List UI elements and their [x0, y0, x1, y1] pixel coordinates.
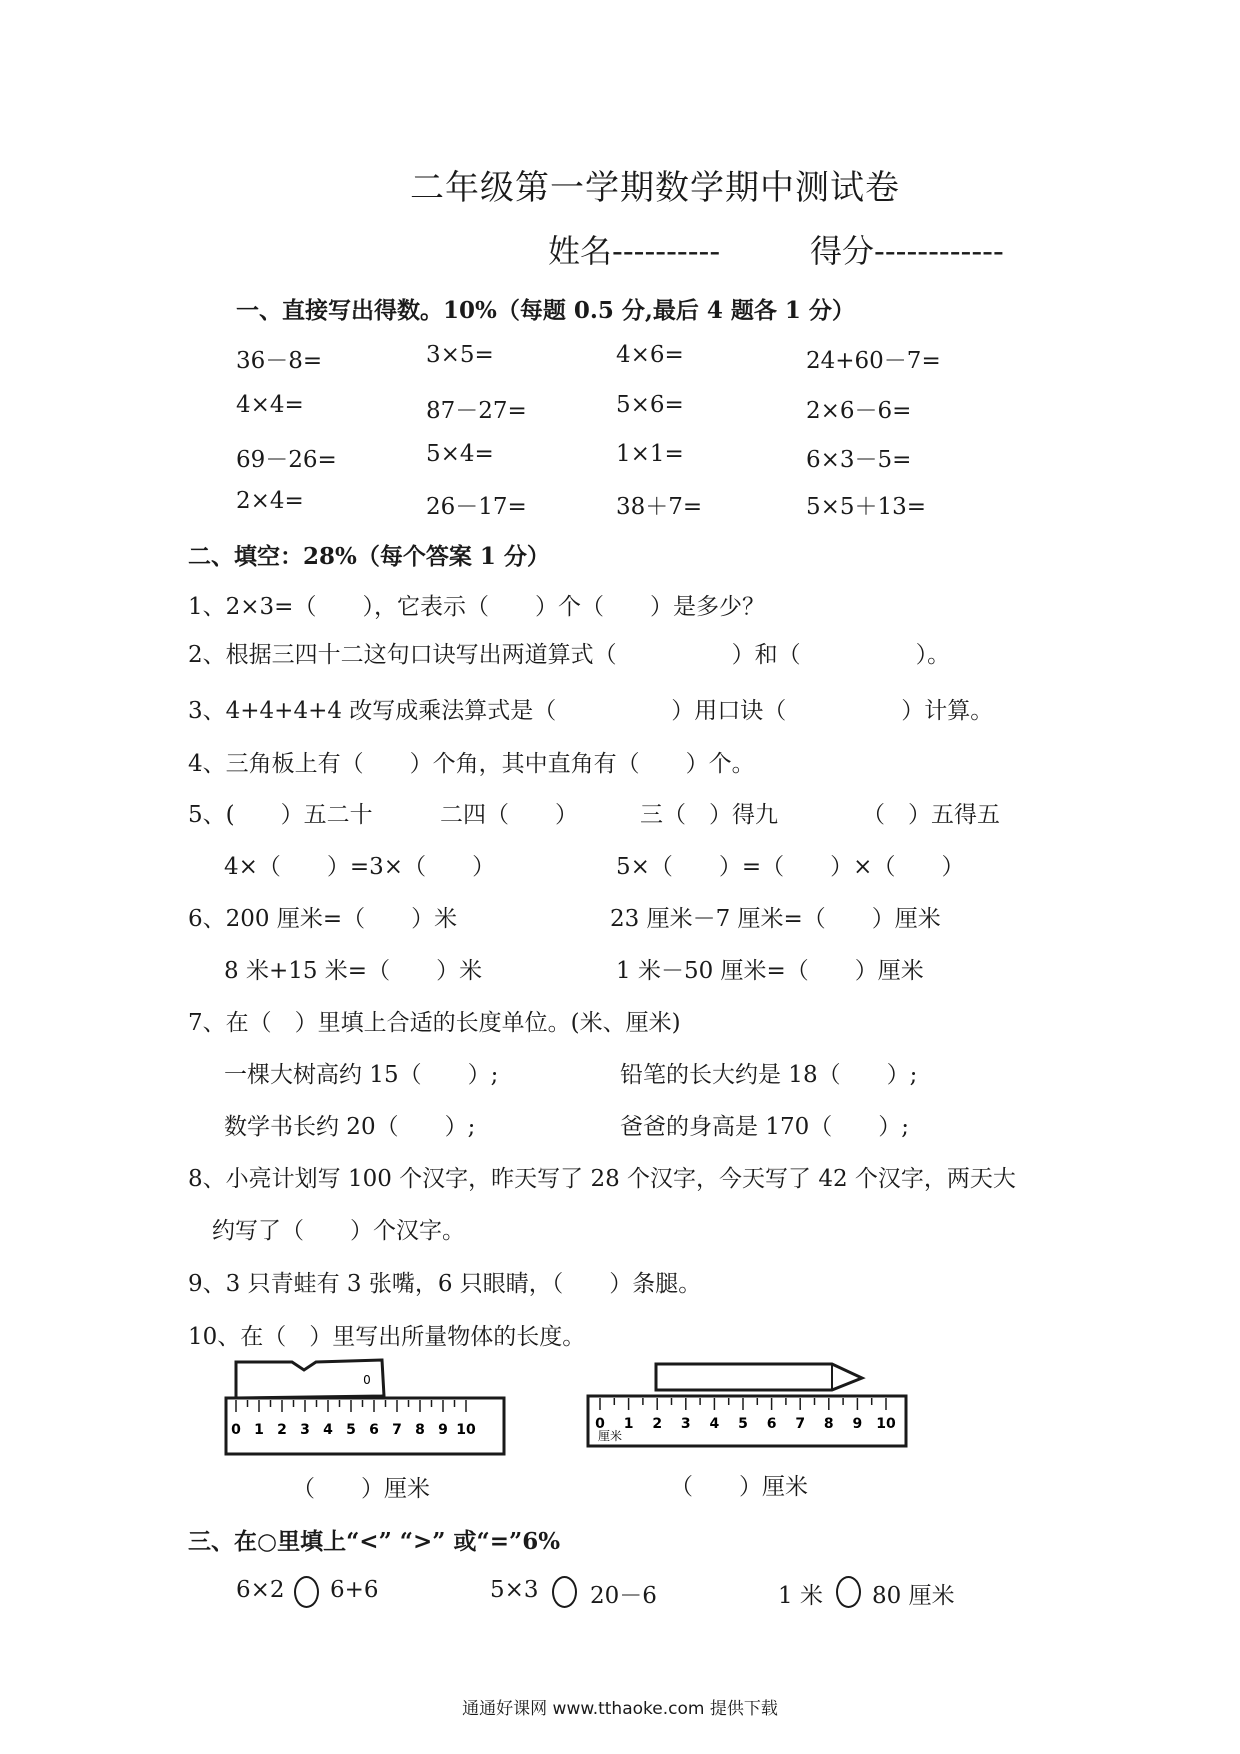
ruler-tick-label: 10	[456, 1422, 476, 1438]
compare-right: 6+6	[330, 1577, 379, 1603]
compare-left: 1 米	[778, 1583, 823, 1609]
question-10: 10、在（ ）里写出所量物体的长度。	[188, 1324, 586, 1350]
ruler-tick-label: 6	[369, 1422, 379, 1438]
section3-heading: 三、在○里填上“<” “>” 或“=”6%	[188, 1528, 561, 1555]
question-5e: 4×（ ）=3×（ ）	[224, 854, 496, 880]
compare-circle[interactable]	[294, 1576, 319, 1608]
question-3: 3、4+4+4+4 改写成乘法算式是（ ）用口诀（ ）计算。	[188, 698, 994, 724]
ruler-tick-label: 8	[415, 1422, 425, 1438]
question-5d: （ ）五得五	[862, 802, 1000, 828]
calc-item: 4×6=	[616, 342, 684, 368]
calc-item: 1×1=	[616, 441, 684, 467]
ruler-tick-label: 6	[766, 1416, 777, 1432]
compare-right: 80 厘米	[872, 1583, 955, 1609]
question-8-line1: 8、小亮计划写 100 个汉字，昨天写了 28 个汉字，今天写了 42 个汉字，两天大	[188, 1166, 1016, 1192]
calc-item: 24+60－7=	[806, 348, 941, 374]
question-5c: 三（ ）得九	[640, 802, 778, 828]
calc-item: 69－26=	[236, 447, 337, 473]
question-7c: 数学书长约 20（ ）;	[224, 1114, 476, 1140]
ruler-tick-label: 9	[852, 1416, 863, 1432]
ruler-tick-label: 4	[323, 1422, 333, 1438]
compare-circle[interactable]	[836, 1576, 861, 1608]
section1-heading: 一、直接写出得数。10%（每题 0.5 分,最后 4 题各 1 分）	[236, 297, 855, 324]
calc-item: 6×3－5=	[806, 447, 912, 473]
calc-item: 2×6－6=	[806, 398, 912, 424]
calc-item: 4×4=	[236, 392, 304, 418]
name-field-label: 姓名----------	[548, 232, 721, 270]
calc-item: 5×6=	[616, 392, 684, 418]
question-6c: 8 米+15 米=（ ）米	[224, 958, 483, 984]
question-5b: 二四（ ）	[440, 802, 578, 828]
ruler-tick-label: 2	[652, 1416, 663, 1432]
calc-item: 36－8=	[236, 348, 323, 374]
footer-credit: 通通好课网 www.tthaoke.com 提供下载	[462, 1699, 778, 1719]
section2-heading: 二、填空：28%（每个答案 1 分）	[188, 543, 550, 570]
ruler-tick-label: 7	[795, 1416, 806, 1432]
question-7a: 一棵大树高约 15（ ）;	[224, 1062, 499, 1088]
ruler-tick-label: 3	[680, 1416, 691, 1432]
ruler-1-answer: （ ）厘米	[292, 1476, 430, 1502]
compare-right: 20－6	[590, 1583, 657, 1609]
calc-item: 38＋7=	[616, 494, 703, 520]
question-6a: 6、200 厘米=（ ）米	[188, 906, 458, 932]
question-7b: 铅笔的长大约是 18（ ）;	[620, 1062, 918, 1088]
compare-left: 5×3	[490, 1577, 539, 1603]
object-mark: 0	[363, 1373, 371, 1387]
ruler-tick-label: 7	[392, 1422, 402, 1438]
ruler-tick-label: 5	[738, 1416, 748, 1432]
question-4: 4、三角板上有（ ）个角，其中直角有（ ）个。	[188, 751, 755, 777]
score-field-label: 得分------------	[810, 232, 1004, 270]
compare-circle[interactable]	[552, 1576, 577, 1608]
ruler-tick-label: 10	[876, 1416, 896, 1432]
question-6b: 23 厘米－7 厘米=（ ）厘米	[610, 906, 941, 932]
question-1: 1、2×3=（ ），它表示（ ）个（ ）是多少？	[188, 594, 765, 620]
question-9: 9、3 只青蛙有 3 张嘴，6 只眼睛，（ ）条腿。	[188, 1271, 702, 1297]
measured-object-eraser	[236, 1360, 384, 1398]
ruler-2-answer: （ ）厘米	[670, 1474, 808, 1500]
ruler-tick-label: 0	[595, 1416, 605, 1432]
question-7: 7、在（ ）里填上合适的长度单位。(米、厘米)	[188, 1010, 681, 1036]
calc-item: 26－17=	[426, 494, 527, 520]
ruler-tick-label: 9	[438, 1422, 448, 1438]
question-2: 2、根据三四十二这句口诀写出两道算式（ ）和（ ）。	[188, 642, 951, 668]
ruler-tick-label: 4	[709, 1416, 720, 1432]
ruler-tick-label: 1	[623, 1416, 634, 1432]
ruler-tick-label: 0	[231, 1422, 241, 1438]
calc-item: 87－27=	[426, 398, 527, 424]
ruler-unit-label: 厘米	[598, 1429, 623, 1443]
ruler-tick-label: 1	[254, 1422, 264, 1438]
ruler-figure-2	[584, 1354, 914, 1462]
calc-item: 5×4=	[426, 441, 494, 467]
ruler-tick-label: 5	[346, 1422, 356, 1438]
ruler-tick-label: 3	[300, 1422, 310, 1438]
ruler-tick-label: 8	[823, 1416, 834, 1432]
question-5f: 5×（ ）=（ ）×（ ）	[616, 854, 965, 880]
ruler-tick-label: 2	[277, 1422, 287, 1438]
compare-left: 6×2	[236, 1577, 285, 1603]
question-5a: 5、( ）五二十	[188, 802, 373, 828]
question-7d: 爸爸的身高是 170（ ）;	[620, 1114, 909, 1140]
question-8-line2: 约写了（ ）个汉字。	[212, 1218, 465, 1244]
calc-item: 2×4=	[236, 488, 304, 514]
ruler-figure-1	[222, 1354, 512, 1462]
question-6d: 1 米－50 厘米=（ ）厘米	[616, 958, 924, 984]
calc-item: 3×5=	[426, 342, 494, 368]
page-title: 二年级第一学期数学期中测试卷	[410, 168, 900, 208]
calc-item: 5×5＋13=	[806, 494, 927, 520]
